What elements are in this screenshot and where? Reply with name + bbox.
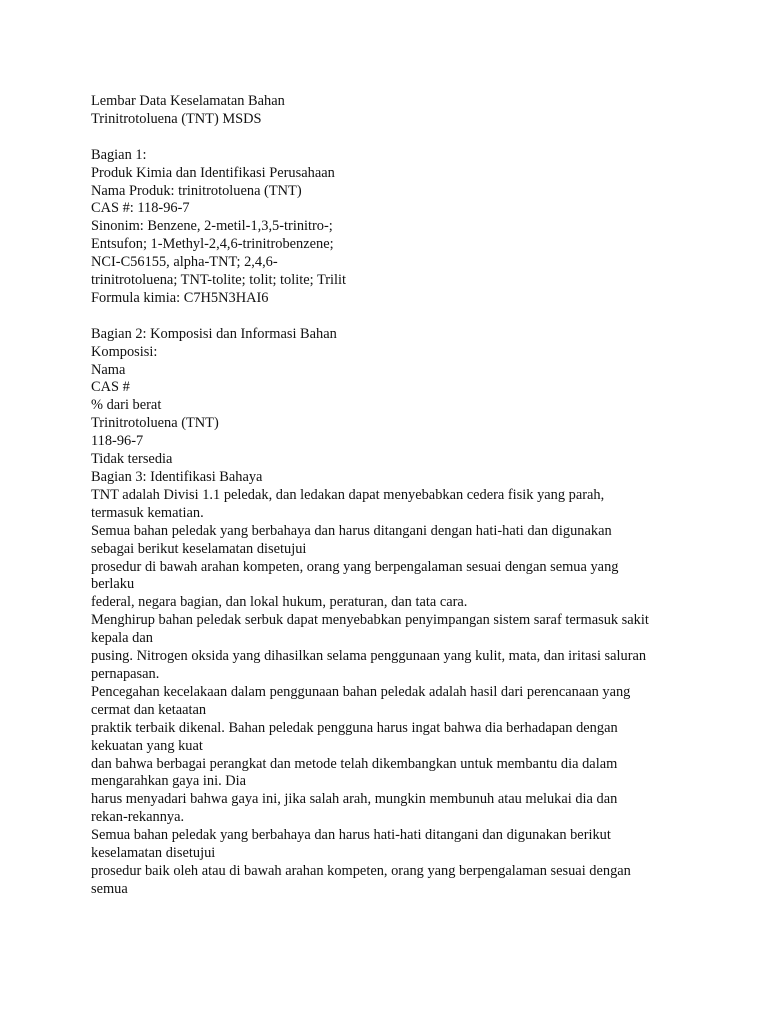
composition-value-cas: 118-96-7 — [91, 433, 144, 450]
composition-value-name: Trinitrotoluena (TNT) — [91, 415, 219, 432]
section-1-heading: Bagian 1: — [91, 146, 147, 163]
paragraph-line: Menghirup bahan peledak serbuk dapat menyebabkan penyimpangan sistem saraf termasuk sakit — [91, 612, 649, 629]
blank-line — [91, 129, 711, 147]
chemical-formula: Formula kimia: C7H5N3HAI6 — [91, 289, 269, 306]
paragraph-line: Pencegahan kecelakaan dalam penggunaan bahan peledak adalah hasil dari perencanaan yang — [91, 683, 631, 700]
paragraph-line: termasuk kematian. — [91, 504, 204, 521]
composition-label: Komposisi: — [91, 343, 158, 360]
paragraph-line: mengarahkan gaya ini. Dia — [91, 773, 247, 790]
document-title: Lembar Data Keselamatan Bahan — [91, 93, 285, 109]
paragraph-line: federal, negara bagian, dan lokal hukum, peraturan, dan tata cara. — [91, 594, 468, 611]
document-subtitle: Trinitrotoluena (TNT) MSDS — [91, 110, 262, 127]
composition-value-weight: Tidak tersedia — [91, 451, 173, 468]
section-3-heading: Bagian 3: Identifikasi Bahaya — [91, 469, 263, 485]
composition-header-cas: CAS # — [91, 379, 130, 396]
document-body — [91, 93, 711, 899]
paragraph-line: berlaku — [91, 576, 135, 593]
paragraph-line: Semua bahan peledak yang berbahaya dan harus hati-hati ditangani dan digunakan berikut — [91, 827, 611, 844]
paragraph-line: kepala dan — [91, 630, 153, 647]
paragraph-line: Semua bahan peledak yang berbahaya dan harus ditangani dengan hati-hati dan digunakan — [91, 522, 612, 539]
section-2-heading: Bagian 2: Komposisi dan Informasi Bahan — [91, 325, 337, 342]
paragraph-line: keselamatan disetujui — [91, 845, 216, 862]
synonyms-line: NCI-C56155, alpha-TNT; 2,4,6- — [91, 254, 278, 271]
paragraph-line: dan bahwa berbagai perangkat dan metode telah dikembangkan untuk membantu dia dalam — [91, 755, 618, 772]
paragraph-line: sebagai berikut keselamatan disetujui — [91, 540, 307, 557]
section-1-title: Produk Kimia dan Identifikasi Perusahaan — [91, 164, 335, 181]
synonyms-line: Sinonim: Benzene, 2-metil-1,3,5-trinitro-; — [91, 218, 333, 235]
paragraph-line: TNT adalah Divisi 1.1 peledak, dan ledakan dapat menyebabkan cedera fisik yang parah, — [91, 486, 605, 503]
paragraph-line: prosedur di bawah arahan kompeten, orang yang berpengalaman sesuai dengan semua yang — [91, 558, 619, 575]
product-name: Nama Produk: trinitrotoluena (TNT) — [91, 182, 302, 199]
paragraph-line: pusing. Nitrogen oksida yang dihasilkan selama penggunaan yang kulit, mata, dan iritasi saluran — [91, 648, 647, 665]
synonyms-line: trinitrotoluena; TNT-tolite; tolit; tolite; Trilit — [91, 272, 347, 289]
paragraph-line: kekuatan yang kuat — [91, 737, 203, 754]
paragraph-line: pernapasan. — [91, 665, 160, 682]
cas-number: CAS #: 118-96-7 — [91, 200, 190, 217]
composition-header-weight: % dari berat — [91, 397, 162, 414]
synonyms-line: Entsufon; 1-Methyl-2,4,6-trinitrobenzene; — [91, 236, 334, 253]
paragraph-line: cermat dan ketaatan — [91, 701, 207, 718]
paragraph-line: harus menyadari bahwa gaya ini, jika salah arah, mungkin membunuh atau melukai dia dan — [91, 791, 618, 808]
composition-header-name: Nama — [91, 361, 126, 378]
paragraph-line: praktik terbaik dikenal. Bahan peledak pengguna harus ingat bahwa dia berhadapan dengan — [91, 719, 618, 736]
paragraph-line: semua — [91, 880, 128, 897]
paragraph-line: rekan-rekannya. — [91, 809, 185, 826]
blank-line — [91, 308, 711, 326]
paragraph-line: prosedur baik oleh atau di bawah arahan kompeten, orang yang berpengalaman sesuai dengan — [91, 862, 631, 879]
